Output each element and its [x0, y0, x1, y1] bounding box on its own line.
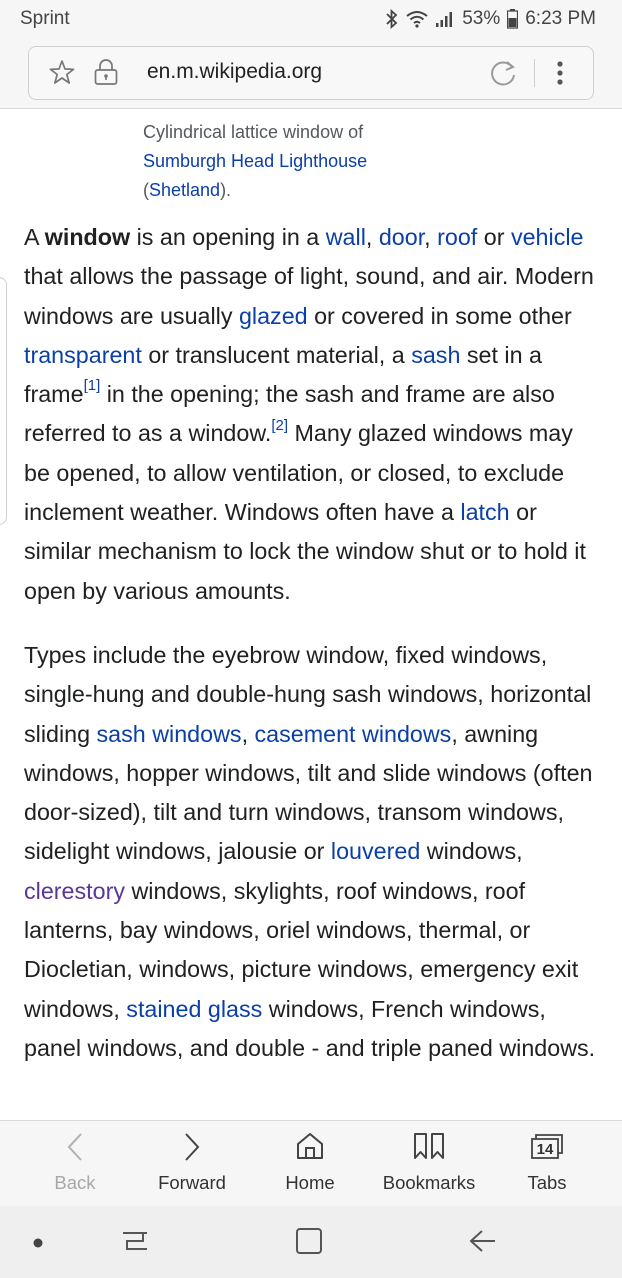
- caption-link-shetland[interactable]: Shetland: [149, 180, 221, 200]
- battery-percent: 53%: [462, 8, 501, 29]
- link-louvered[interactable]: louvered: [330, 838, 421, 865]
- link-door[interactable]: door: [378, 224, 425, 250]
- paragraph-types: Types include the eyebrow window, fixed windows, single-hung and double-hung sash windows, horizontal sliding sash windows, casement windows, awning windows, hopper windows, tilt and slide windows (often door-sized), tilt and turn windows, transom windows, sidelight windows, jalousie or louvered windows, clerestory windows, skylights, roof windows, roof lanterns, bay windows, oriel windows, thermal, or Diocletian, windows, picture windows, emergency exit windows, stained glass windows, French windows, panel windows, and double - and triple paned windows.: [24, 641, 596, 1061]
- back-nav-icon[interactable]: [466, 1224, 498, 1258]
- reference-1[interactable]: [1]: [83, 377, 101, 395]
- back-icon: [65, 1131, 85, 1163]
- home-button[interactable]: Home: [251, 1121, 369, 1207]
- caption-link-sumburgh[interactable]: Sumburgh Head Lighthouse: [143, 151, 368, 171]
- address-bar[interactable]: [28, 46, 594, 100]
- link-wall[interactable]: wall: [325, 224, 366, 250]
- bookmarks-button[interactable]: Bookmarks: [370, 1121, 488, 1207]
- link-latch[interactable]: latch: [460, 499, 510, 526]
- link-vehicle[interactable]: vehicle: [510, 224, 584, 250]
- link-casement-windows[interactable]: casement windows: [254, 720, 452, 747]
- link-roof[interactable]: roof: [437, 224, 478, 250]
- url-text[interactable]: en.m.wikipedia.org: [147, 60, 323, 83]
- link-stained-glass[interactable]: stained glass: [126, 995, 263, 1022]
- home-nav-icon[interactable]: [294, 1224, 324, 1258]
- browser-toolbar: [0, 1120, 622, 1207]
- dot-indicator-icon[interactable]: [32, 1237, 44, 1249]
- home-icon: [296, 1131, 324, 1161]
- edge-panel-handle[interactable]: [0, 277, 7, 525]
- battery-icon: [507, 9, 518, 29]
- forward-icon: [182, 1131, 202, 1163]
- tabs-button[interactable]: 14 Tabs: [488, 1121, 606, 1207]
- bluetooth-icon: [385, 9, 399, 29]
- tab-count: 14: [536, 1141, 554, 1158]
- bookmarks-icon: [413, 1131, 445, 1161]
- bold-term-window: window: [44, 224, 131, 250]
- system-navigation-bar: [0, 1206, 622, 1278]
- image-caption: Cylindrical lattice window of Sumburgh Head Lighthouse (Shetland).: [143, 122, 368, 200]
- wifi-icon: [406, 10, 428, 28]
- recent-apps-icon[interactable]: [120, 1224, 150, 1258]
- status-icons: [385, 8, 596, 30]
- link-transparent[interactable]: transparent: [24, 341, 142, 368]
- link-sash[interactable]: sash: [411, 341, 461, 368]
- caption-text: Cylindrical lattice window of: [143, 122, 364, 142]
- clock: 6:23 PM: [525, 8, 596, 29]
- link-glazed[interactable]: glazed: [238, 302, 308, 329]
- forward-button[interactable]: Forward: [133, 1121, 251, 1207]
- article-content: [24, 218, 602, 1068]
- carrier-label: Sprint: [20, 8, 70, 29]
- lock-icon[interactable]: [93, 58, 119, 86]
- address-bar-area: [0, 40, 622, 109]
- back-button[interactable]: Back: [16, 1121, 134, 1207]
- paragraph-intro: A window is an opening in a wall, door, roof or vehicle that allows the passage of light, sound, and air. Modern windows are usually glazed or covered in some other transparent or translucent material, a sash set in a frame[1] in the opening; the sash and frame are also referred to as a window.[2] Many glazed windows may be opened, to allow ventilation, or closed, to exclude inclement weather. Windows often have a latch or similar mechanism to lock the window shut or to hold it open by various amounts.: [24, 224, 594, 604]
- link-clerestory[interactable]: clerestory: [24, 877, 125, 904]
- link-sash-windows[interactable]: sash windows: [96, 720, 242, 747]
- status-bar: [0, 0, 622, 40]
- signal-icon: [435, 10, 455, 28]
- reference-2[interactable]: [2]: [271, 416, 289, 434]
- reload-icon[interactable]: [488, 58, 518, 88]
- url-divider: [534, 59, 535, 87]
- more-options-icon[interactable]: [555, 58, 565, 88]
- bookmark-star-icon[interactable]: [49, 59, 75, 85]
